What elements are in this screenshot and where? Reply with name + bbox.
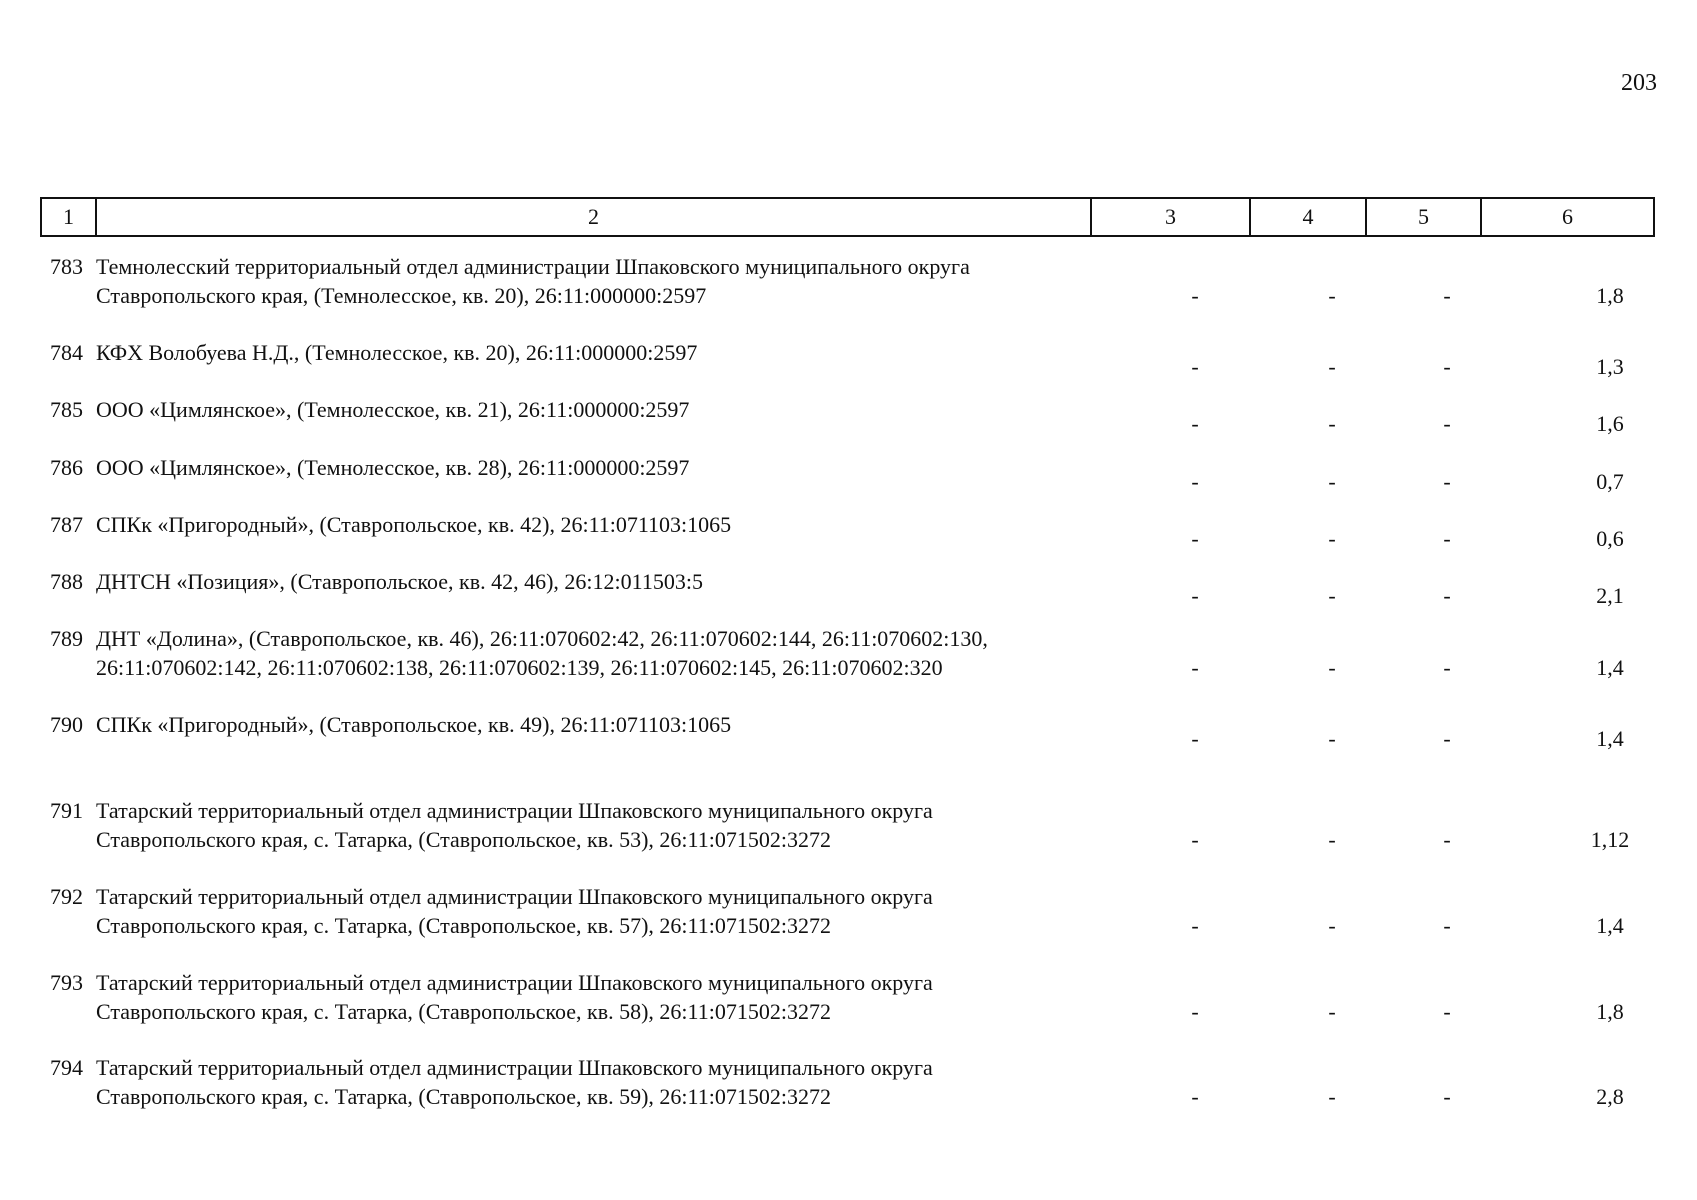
header-col-5: 5 (1367, 199, 1482, 235)
cell-c4: - (1328, 827, 1336, 852)
cell-c5: - (1443, 283, 1451, 308)
cell-value: 0,7 (1596, 469, 1624, 494)
row-description (96, 510, 1116, 539)
cell-value: 1,6 (1596, 411, 1624, 436)
cell-value: 1,8 (1596, 283, 1624, 308)
cell-c5: - (1443, 411, 1451, 436)
cell-c3: - (1191, 583, 1199, 608)
cell-c4: - (1328, 655, 1336, 680)
header-col-6: 6 (1562, 204, 1573, 229)
description-line: ООО «Цимлянское», (Темнолесское, кв. 21), 26:11:000000:2597 (96, 397, 690, 422)
cell-c5: - (1443, 526, 1451, 551)
row-description (96, 567, 1116, 596)
cell-c4: - (1328, 913, 1336, 938)
cell-c5: - (1443, 583, 1451, 608)
cell-c5: - (1443, 726, 1451, 751)
header-col-4: 4 (1251, 199, 1367, 235)
cell-value: 2,8 (1596, 1084, 1624, 1109)
cell-c3: - (1191, 999, 1199, 1024)
cell-c4: - (1328, 526, 1336, 551)
cell-c3: - (1191, 411, 1199, 436)
row-number: 783 (50, 254, 83, 279)
description-line: Татарский территориальный отдел администрации Шпаковского муниципального округа (96, 970, 933, 995)
cell-c3: - (1191, 726, 1199, 751)
cell-c3: - (1191, 1084, 1199, 1109)
cell-value: 1,3 (1596, 354, 1624, 379)
description-line: СПКк «Пригородный», (Ставропольское, кв. 49), 26:11:071103:1065 (96, 712, 732, 737)
row-number: 790 (50, 712, 83, 737)
row-description (96, 1053, 1116, 1111)
cell-c5: - (1443, 913, 1451, 938)
cell-value: 1,4 (1596, 913, 1624, 938)
header-col-2: 2 (97, 199, 1092, 235)
header-col-1: 1 (42, 199, 97, 235)
cell-c3: - (1191, 913, 1199, 938)
cell-c4: - (1328, 411, 1336, 436)
row-description (96, 338, 1116, 367)
cell-c5: - (1443, 469, 1451, 494)
description-line: Ставропольского края, с. Татарка, (Ставропольское, кв. 57), 26:11:071502:3272 (96, 913, 831, 938)
row-number: 793 (50, 970, 83, 995)
description-line: ДНТ «Долина», (Ставропольское, кв. 46), 26:11:070602:42, 26:11:070602:144, 26:11:070602:130, (96, 626, 988, 651)
row-description (96, 882, 1116, 940)
description-line: Ставропольского края, с. Татарка, (Ставропольское, кв. 59), 26:11:071502:3272 (96, 1084, 831, 1109)
page-number: 203 (1621, 70, 1657, 96)
description-line: СПКк «Пригородный», (Ставропольское, кв. 42), 26:11:071103:1065 (96, 512, 732, 537)
row-number: 785 (50, 397, 83, 422)
cell-c4: - (1328, 726, 1336, 751)
row-description (96, 710, 1116, 739)
description-line: Ставропольского края, (Темнолесское, кв. 20), 26:11:000000:2597 (96, 283, 707, 308)
row-number: 794 (50, 1055, 83, 1080)
cell-c3: - (1191, 469, 1199, 494)
cell-value: 0,6 (1596, 526, 1624, 551)
row-number: 792 (50, 884, 83, 909)
cell-c5: - (1443, 655, 1451, 680)
cell-c4: - (1328, 354, 1336, 379)
cell-c3: - (1191, 283, 1199, 308)
row-number: 788 (50, 569, 83, 594)
cell-c4: - (1328, 1084, 1336, 1109)
cell-c3: - (1191, 827, 1199, 852)
cell-value: 1,4 (1596, 655, 1624, 680)
description-line: Татарский территориальный отдел администрации Шпаковского муниципального округа (96, 1055, 933, 1080)
row-description (96, 796, 1116, 854)
cell-c3: - (1191, 354, 1199, 379)
row-number: 787 (50, 512, 83, 537)
row-description (96, 395, 1116, 424)
cell-c4: - (1328, 283, 1336, 308)
description-line: ДНТСН «Позиция», (Ставропольское, кв. 42, 46), 26:12:011503:5 (96, 569, 703, 594)
cell-value: 2,1 (1596, 583, 1624, 608)
cell-c4: - (1328, 469, 1336, 494)
row-number: 784 (50, 340, 83, 365)
row-description (96, 624, 1116, 682)
row-description (96, 252, 1116, 310)
row-description (96, 968, 1116, 1026)
cell-value: 1,4 (1596, 726, 1624, 751)
row-number: 789 (50, 626, 83, 651)
cell-value: 1,12 (1590, 827, 1630, 852)
row-number: 786 (50, 455, 83, 480)
description-line: КФХ Волобуева Н.Д., (Темнолесское, кв. 20), 26:11:000000:2597 (96, 340, 698, 365)
description-line: Татарский территориальный отдел администрации Шпаковского муниципального округа (96, 884, 933, 909)
cell-c5: - (1443, 999, 1451, 1024)
row-number: 791 (50, 798, 83, 823)
cell-c3: - (1191, 655, 1199, 680)
description-line: Темнолесский территориальный отдел администрации Шпаковского муниципального округа (96, 254, 970, 279)
table-header (40, 197, 1655, 237)
cell-c5: - (1443, 827, 1451, 852)
cell-c4: - (1328, 583, 1336, 608)
description-line: Ставропольского края, с. Татарка, (Ставропольское, кв. 58), 26:11:071502:3272 (96, 999, 831, 1024)
cell-value: 1,8 (1596, 999, 1624, 1024)
cell-c5: - (1443, 354, 1451, 379)
cell-c5: - (1443, 1084, 1451, 1109)
description-line: 26:11:070602:142, 26:11:070602:138, 26:11:070602:139, 26:11:070602:145, 26:11:070602:320 (96, 655, 943, 680)
cell-c3: - (1191, 526, 1199, 551)
cell-c4: - (1328, 999, 1336, 1024)
description-line: Татарский территориальный отдел администрации Шпаковского муниципального округа (96, 798, 933, 823)
description-line: Ставропольского края, с. Татарка, (Ставропольское, кв. 53), 26:11:071502:3272 (96, 827, 831, 852)
description-line: ООО «Цимлянское», (Темнолесское, кв. 28), 26:11:000000:2597 (96, 455, 690, 480)
header-col-3: 3 (1092, 199, 1251, 235)
row-description (96, 453, 1116, 482)
